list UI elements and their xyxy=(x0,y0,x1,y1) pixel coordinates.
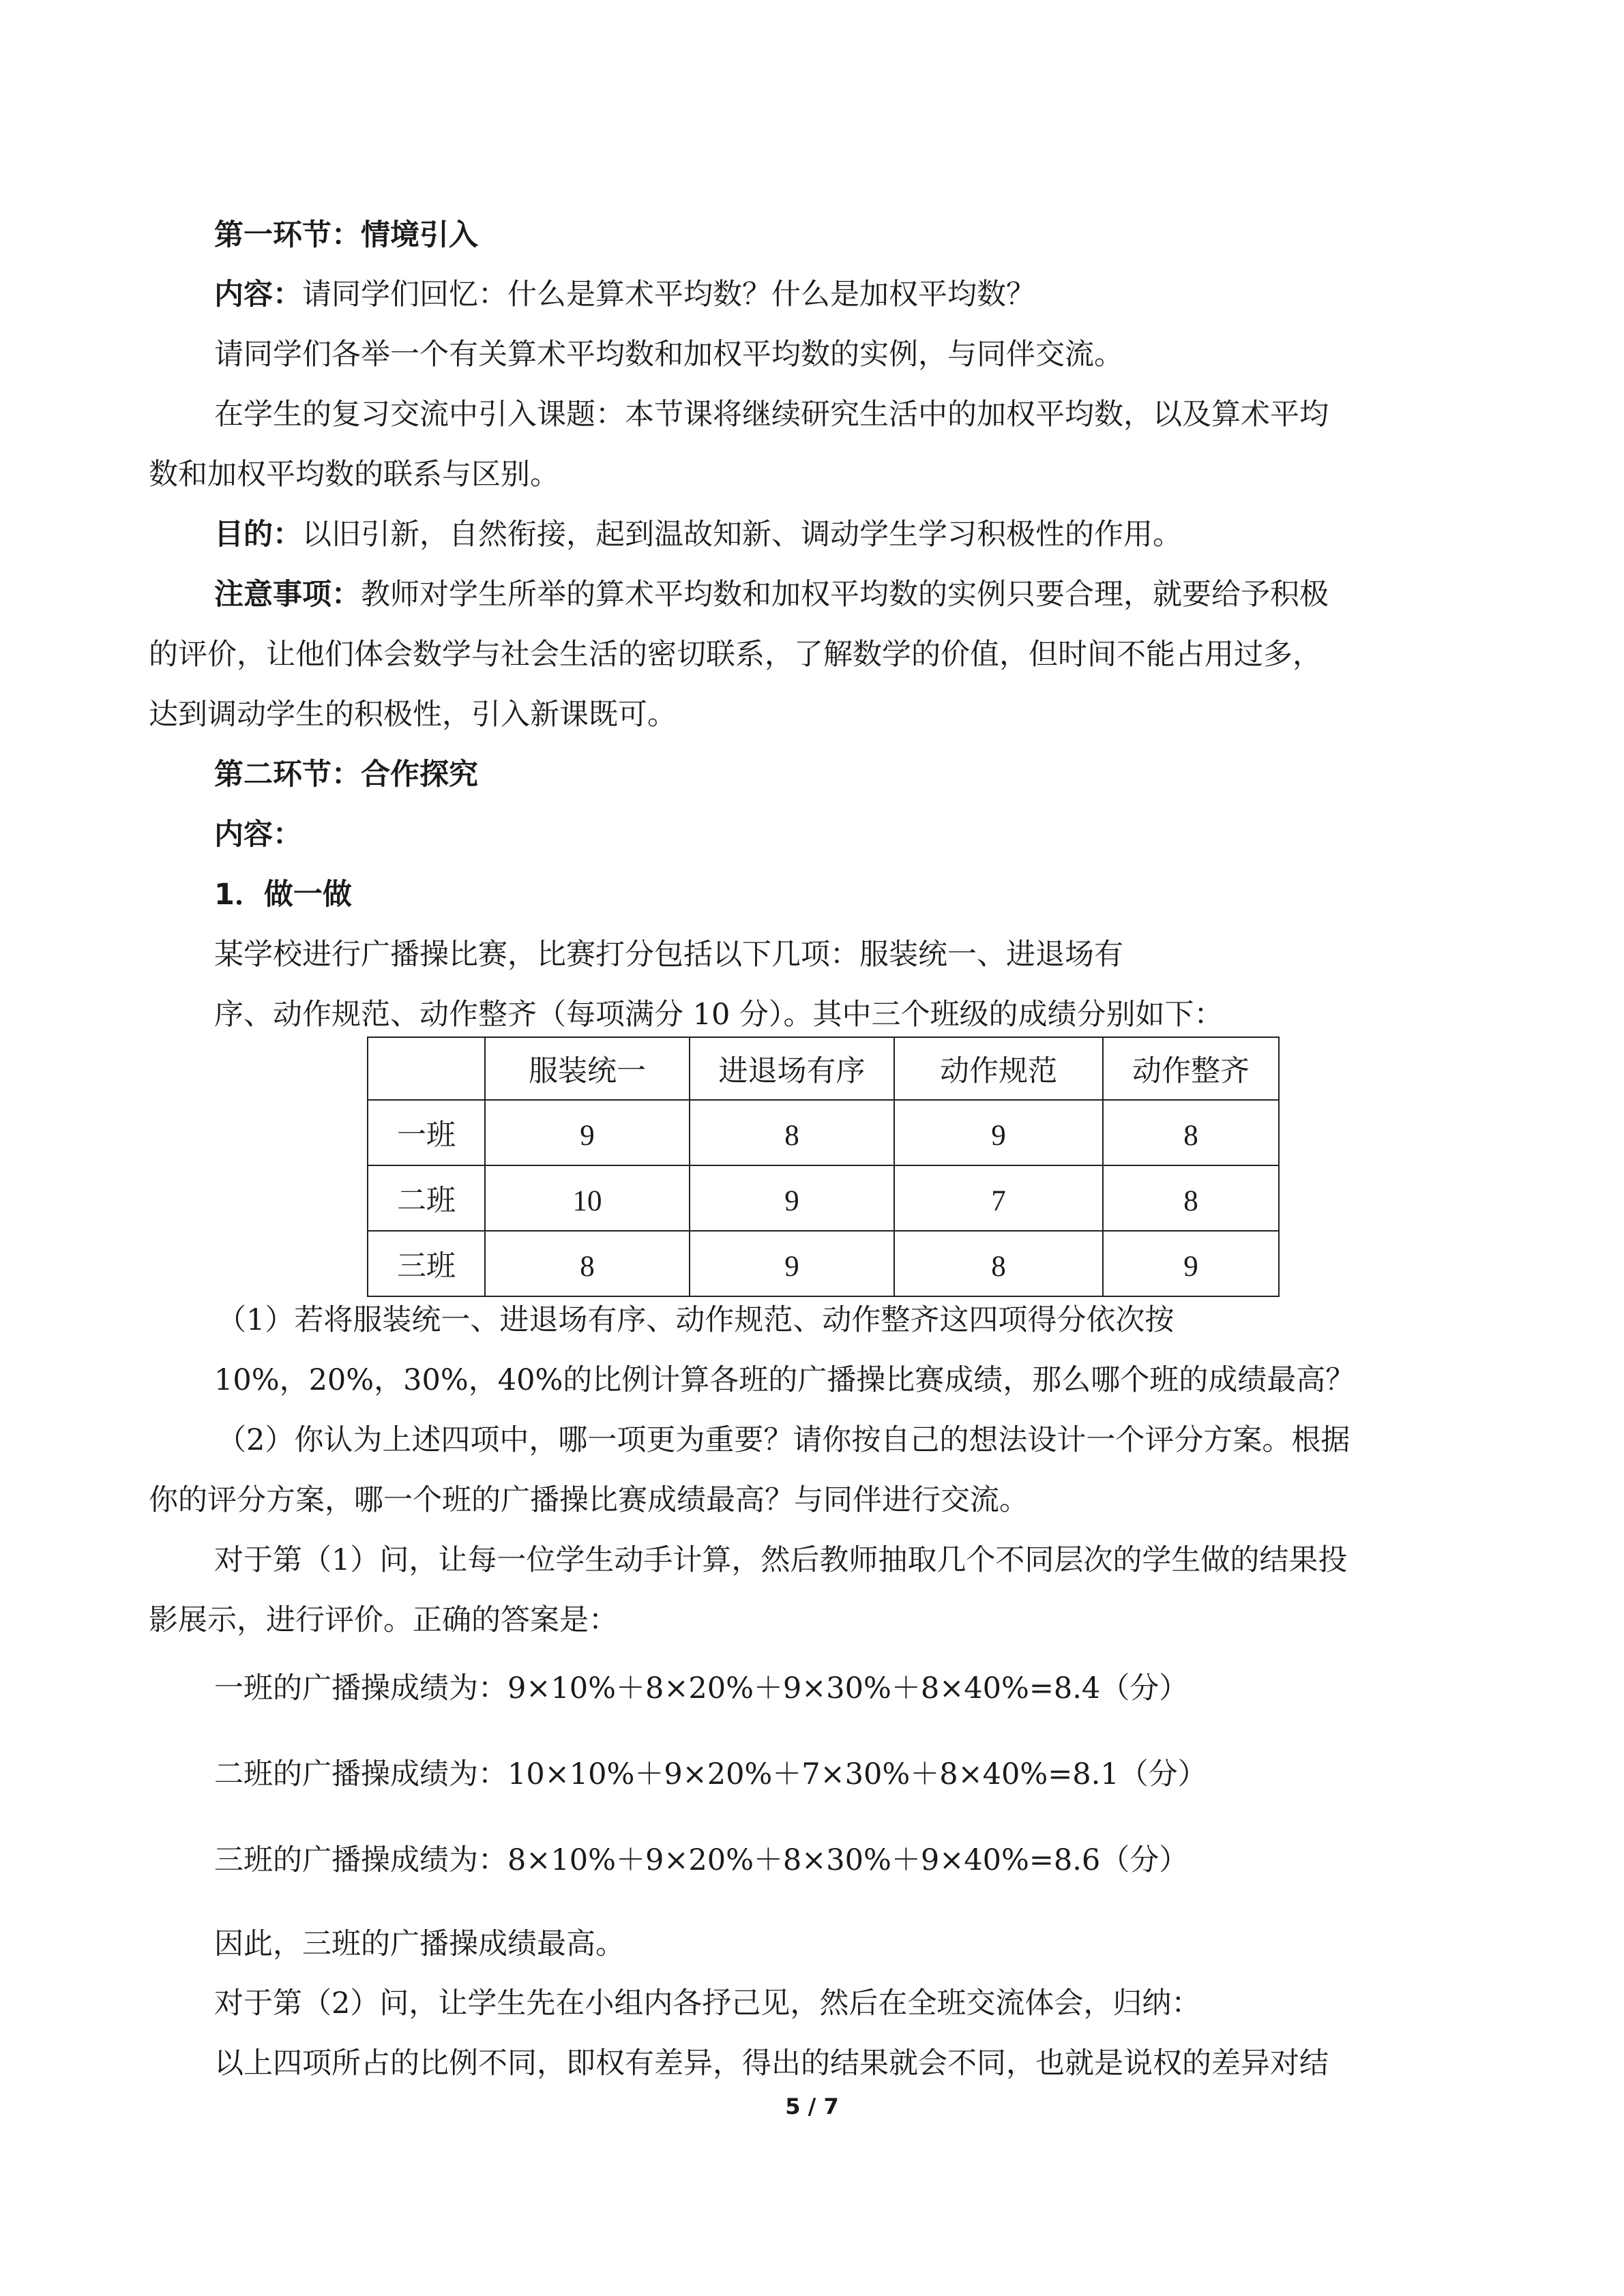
calculation-class-2: 二班的广播操成绩为：10×10%＋9×20%＋7×30%＋8×40%=8.1（分） xyxy=(214,1757,1207,1791)
note-text: 教师对学生所举的算术平均数和加权平均数的实例只要合理，就要给予积极 xyxy=(361,578,1329,612)
question-1-line-2: 10%，20%，30%，40%的比例计算各班的广播操比赛成绩，那么哪个班的成绩最高？ xyxy=(214,1363,1355,1397)
score-cell: 7 xyxy=(894,1165,1103,1231)
table-header-cell: 动作整齐 xyxy=(1103,1037,1279,1100)
score-cell: 8 xyxy=(485,1231,690,1296)
score-cell: 9 xyxy=(1103,1231,1279,1296)
content-text: 请同学们回忆：什么是算术平均数？什么是加权平均数？ xyxy=(302,278,1035,312)
section1-paragraph-2-line-1: 在学生的复习交流中引入课题：本节课将继续研究生活中的加权平均数，以及算术平均 xyxy=(214,398,1329,432)
section2-content-label: 内容： xyxy=(214,818,302,852)
table-row xyxy=(368,1165,1279,1231)
section1-purpose xyxy=(214,514,1182,555)
purpose-label: 目的： xyxy=(214,518,302,552)
section1-note-line-1 xyxy=(214,574,1329,615)
table-row xyxy=(368,1100,1279,1165)
table-header-cell: 进退场有序 xyxy=(690,1037,894,1100)
section1-heading: 第一环节：情境引入 xyxy=(214,218,478,252)
score-cell: 9 xyxy=(894,1100,1103,1165)
answer-1-line-1: 对于第（1）问，让每一位学生动手计算，然后教师抽取几个不同层次的学生做的结果投 xyxy=(214,1543,1348,1577)
section1-paragraph-2-line-2: 数和加权平均数的联系与区别。 xyxy=(149,458,559,492)
answer-2-line-2: 以上四项所占的比例不同，即权有差异，得出的结果就会不同，也就是说权的差异对结 xyxy=(214,2046,1329,2081)
table-header-cell: 服装统一 xyxy=(485,1037,690,1100)
row-label: 一班 xyxy=(368,1100,485,1165)
conclusion: 因此，三班的广播操成绩最高。 xyxy=(214,1927,625,1961)
answer-2-line-1: 对于第（2）问，让学生先在小组内各抒己见，然后在全班交流体会，归纳： xyxy=(214,1986,1201,2021)
section1-note-line-2: 的评价，让他们体会数学与社会生活的密切联系，了解数学的价值，但时间不能占用过多， xyxy=(149,638,1322,672)
score-cell: 8 xyxy=(894,1231,1103,1296)
table-header-cell xyxy=(368,1037,485,1100)
section1-paragraph-1: 请同学们各举一个有关算术平均数和加权平均数的实例，与同伴交流。 xyxy=(214,338,1123,372)
section2-heading: 第二环节：合作探究 xyxy=(214,758,478,792)
section1-content xyxy=(214,274,1035,315)
score-cell: 9 xyxy=(485,1100,690,1165)
content-label: 内容： xyxy=(214,278,302,312)
section1-note-line-3: 达到调动学生的积极性，引入新课既可。 xyxy=(149,698,677,732)
section2-intro-line-1: 某学校进行广播操比赛，比赛打分包括以下几项：服装统一、进退场有 xyxy=(214,938,1123,972)
section2-intro-line-2: 序、动作规范、动作整齐（每项满分 10 分）。其中三个班级的成绩分别如下： xyxy=(214,998,1224,1032)
score-cell: 9 xyxy=(690,1165,894,1231)
table-row xyxy=(368,1231,1279,1296)
score-cell: 8 xyxy=(1103,1100,1279,1165)
table-header-row xyxy=(368,1037,1279,1100)
row-label: 三班 xyxy=(368,1231,485,1296)
question-2-line-2: 你的评分方案，哪一个班的广播操比赛成绩最高？与同伴进行交流。 xyxy=(149,1483,1029,1517)
purpose-text: 以旧引新，自然衔接，起到温故知新、调动学生学习积极性的作用。 xyxy=(302,518,1182,552)
calculation-class-3: 三班的广播操成绩为：8×10%＋9×20%＋8×30%＋9×40%=8.6（分） xyxy=(214,1843,1189,1877)
score-cell: 10 xyxy=(485,1165,690,1231)
answer-1-line-2: 影展示，进行评价。正确的答案是： xyxy=(149,1603,618,1637)
score-cell: 8 xyxy=(690,1100,894,1165)
question-2-line-1: （2）你认为上述四项中，哪一项更为重要？请你按自己的想法设计一个评分方案。根据 xyxy=(217,1423,1350,1457)
score-table xyxy=(367,1037,1280,1297)
question-1-line-1: （1）若将服装统一、进退场有序、动作规范、动作整齐这四项得分依次按 xyxy=(217,1303,1175,1337)
score-cell: 8 xyxy=(1103,1165,1279,1231)
section2-subheading: 1．做一做 xyxy=(214,878,352,912)
page-number: 5 / 7 xyxy=(785,2093,839,2119)
calculation-class-1: 一班的广播操成绩为：9×10%＋8×20%＋9×30%＋8×40%=8.4（分） xyxy=(214,1671,1189,1705)
table-header-cell: 动作规范 xyxy=(894,1037,1103,1100)
score-cell: 9 xyxy=(690,1231,894,1296)
note-label: 注意事项： xyxy=(214,578,361,612)
row-label: 二班 xyxy=(368,1165,485,1231)
